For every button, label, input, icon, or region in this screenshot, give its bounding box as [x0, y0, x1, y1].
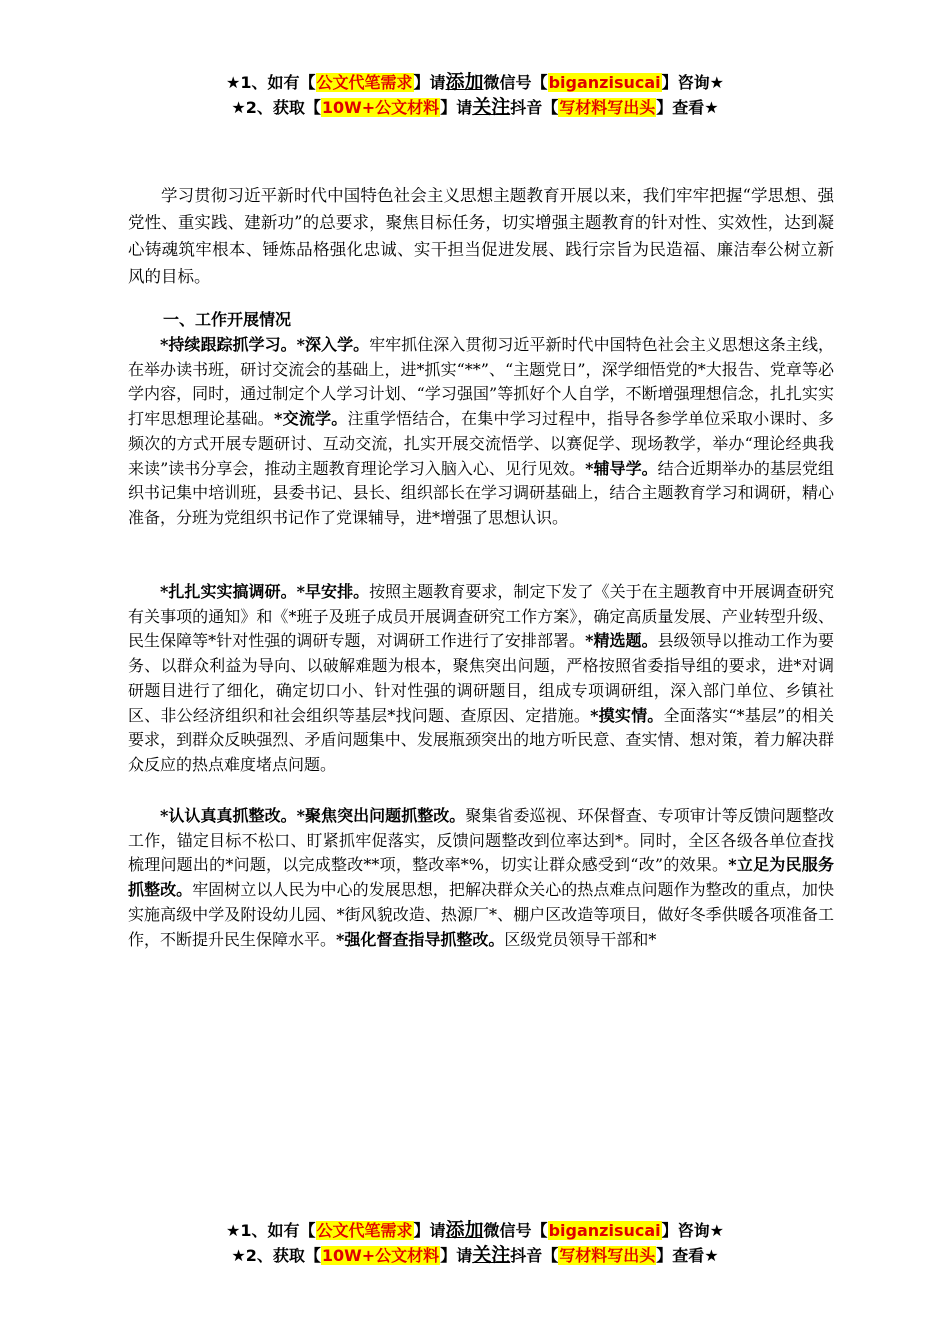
- para-subheading: *精选题。: [585, 631, 658, 651]
- promo-text: ★1、如有【: [226, 73, 316, 92]
- promo-text: 】查看★: [656, 98, 719, 117]
- section-heading: 一、工作开展情况: [163, 310, 292, 329]
- promo-douyin-id: 写材料写出头: [559, 98, 656, 117]
- promo-text: 】咨询★: [661, 1221, 724, 1240]
- para-text: 聚集省委巡视、环保督查、专项审计等反馈问题整改工作，锚定目标不松口、盯紧抓牢促落实，反馈问题整改到位率达到*。同时，全区各级各单位查找梳理问题出的*问题，以完成整改**项，整改率*%，切实让群众感受到“改”的效果。: [128, 806, 834, 875]
- para-text: 按照主题教育要求，制定下发了《关于在主题教育中开展调查研究有关事项的通知》和《*班子及班子成员开展调查研究工作方案》，确定高质量发展、产业转型升级、民生保障等*针对性强的调研专题，对调研工作进行了安排部署。: [128, 582, 834, 651]
- promo-underline: 添加: [445, 71, 484, 93]
- para-subheading: *立足为民服务抓整改。: [128, 855, 834, 900]
- promo-line-1: [0, 70, 950, 95]
- promo-highlight: 公文代笔需求: [316, 1221, 413, 1240]
- promo-banner-top: [0, 70, 950, 120]
- promo-highlight: 10W+公文材料: [321, 98, 440, 117]
- promo-line-2: [0, 1243, 950, 1268]
- promo-text: 】请: [440, 98, 473, 117]
- promo-text: 抖音【: [510, 98, 559, 117]
- promo-text: 】请: [413, 73, 446, 92]
- promo-highlight: 公文代笔需求: [316, 73, 413, 92]
- para-text: 县级领导以推动工作为要务、以群众利益为导向、以破解难题为根本，聚焦突出问题，严格按照省委指导组的要求，进*对调研题目进行了细化，确定切口小、针对性强的调研题目，组成专项调研组，深入部门单位、乡镇社区、非公经济组织和社会组织等基层*找问题、查原因、定措施。: [128, 631, 834, 725]
- para-text: 牢固树立以人民为中心的发展思想，把解决群众关心的热点难点问题作为整改的重点，加快实施高级中学及附设幼儿园、*街风貌改造、热源厂*、棚户区改造等项目，做好冬季供暖各项准备工作，不断提升民生保障水平。: [128, 880, 834, 949]
- para-lead-heading: *持续跟踪抓学习。*深入学。: [160, 335, 370, 354]
- para-text: 全面落实“*基层”的相关要求，到群众反映强烈、矛盾问题集中、发展瓶颈突出的地方听民意、查实情、想对策，着力解决群众反应的热点难度堵点问题。: [128, 705, 834, 774]
- para-text: 区级党员领导干部和*: [504, 929, 657, 949]
- paragraph-study: [128, 333, 834, 531]
- promo-wechat-id: biganzisucai: [548, 73, 661, 92]
- para-lead-heading: *扎扎实实搞调研。*早安排。: [160, 582, 370, 601]
- para-text: 牢牢抓住深入贯彻习近平新时代中国特色社会主义思想这条主线，在举办读书班，研讨交流会的基础上，进*抓实“**”、“主题党日”，深学细悟党的*大报告、党章等必学内容，同时，通过制定个人学习计划、“学习强国”等抓好个人自学，不断增强理想信念，扎扎实实打牢思想理论基础。: [128, 335, 834, 429]
- promo-text: 抖音【: [510, 1246, 559, 1265]
- promo-text: 】查看★: [656, 1246, 719, 1265]
- promo-line-2: [0, 95, 950, 120]
- promo-text: ★2、获取【: [231, 98, 321, 117]
- paragraph-research: [128, 580, 834, 778]
- para-lead-heading: *认认真真抓整改。*聚焦突出问题抓整改。: [160, 806, 466, 825]
- para-subheading: *强化督查指导抓整改。: [336, 929, 505, 949]
- promo-text: 微信号【: [483, 73, 548, 92]
- promo-underline: 添加: [445, 1219, 484, 1241]
- promo-highlight: 10W+公文材料: [321, 1246, 440, 1265]
- para-subheading: *交流学。: [274, 409, 348, 429]
- para-subheading: *辅导学。: [585, 458, 658, 478]
- promo-line-1: [0, 1218, 950, 1243]
- promo-text: 】咨询★: [661, 73, 724, 92]
- promo-text: ★1、如有【: [226, 1221, 316, 1240]
- promo-underline: 关注: [472, 1244, 511, 1266]
- promo-text: ★2、获取【: [231, 1246, 321, 1265]
- para-text: 结合近期举办的基层党组织书记集中培训班，县委书记、县长、组织部长在学习调研基础上，结合主题教育学习和调研，精心准备，分班为党组织书记作了党课辅导，进*增强了思想认识。: [128, 458, 834, 527]
- promo-banner-bottom: [0, 1218, 950, 1268]
- promo-text: 微信号【: [483, 1221, 548, 1240]
- intro-paragraph: 学习贯彻习近平新时代中国特色社会主义思想主题教育开展以来，我们牢牢把握“学思想、强党性、重实践、建新功”的总要求，聚焦目标任务，切实增强主题教育的针对性、实效性，达到凝心铸魂筑牢根本、锤炼品格强化忠诚、实干担当促进发展、践行宗旨为民造福、廉洁奉公树立新风的目标。: [128, 186, 834, 286]
- promo-wechat-id: biganzisucai: [548, 1221, 661, 1240]
- promo-text: 】请: [440, 1246, 473, 1265]
- promo-underline: 关注: [472, 96, 511, 118]
- promo-text: 】请: [413, 1221, 446, 1240]
- paragraph-rectification: [128, 804, 834, 952]
- para-text: 注重学悟结合，在集中学习过程中，指导各参学单位采取小课时、多频次的方式开展专题研讨、互动交流，扎实开展交流悟学、以赛促学、现场教学，举办“理论经典我来读”读书分享会，推动主题教育理论学习入脑入心、见行见效。: [128, 409, 834, 478]
- para-subheading: *摸实情。: [590, 705, 664, 725]
- promo-douyin-id: 写材料写出头: [559, 1246, 656, 1265]
